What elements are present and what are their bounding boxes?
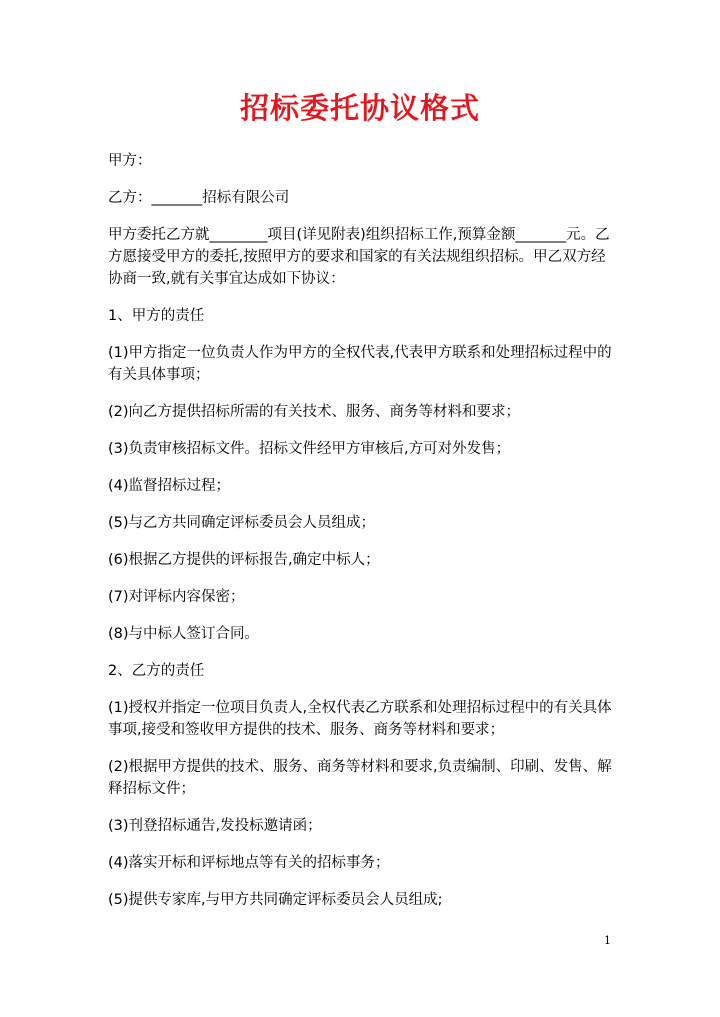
- clause-a-5: (5)与乙方共同确定评标委员会人员组成；: [108, 515, 376, 531]
- document-body: [108, 150, 613, 926]
- clause-a-2: (2)向乙方提供招标所需的有关技术、服务、商务等材料和要求；: [108, 404, 521, 420]
- clause-a-6: (6)根据乙方提供的评标报告,确定中标人；: [108, 552, 380, 568]
- clause-a-7: (7)对评标内容保密；: [108, 589, 245, 605]
- clause-b-2: (2)根据甲方提供的技术、服务、商务等材料和要求,负责编制、印刷、发售、解释招标文件；: [108, 759, 612, 797]
- intro-paragraph: 甲方委托乙方就________项目(详见附表)组织招标工作,预算金额_______元。乙方愿接受甲方的委托,按照甲方的要求和国家的有关法规组织招标。甲乙双方经协商一致,就有关事宜达成如下协议：: [108, 227, 610, 287]
- clause-b-1: (1)授权并指定一位项目负责人,全权代表乙方联系和处理招标过程中的有关具体事项,接受和签收甲方提供的技术、服务、商务等材料和要求；: [108, 700, 612, 738]
- party-b-line: 乙方：_______招标有限公司: [108, 190, 290, 206]
- clause-a-8: (8)与中标人签订合同。: [108, 626, 260, 642]
- document-title: 招标委托协议格式: [239, 91, 480, 125]
- clause-a-3: (3)负责审核招标文件。招标文件经甲方审核后,方可对外发售；: [108, 441, 511, 457]
- section-heading-party-a: 1、甲方的责任: [108, 308, 205, 324]
- clause-b-5: (5)提供专家库,与甲方共同确定评标委员会人员组成;: [108, 892, 443, 908]
- section-heading-party-b: 2、乙方的责任: [108, 663, 205, 679]
- clause-b-3: (3)刊登招标通告,发投标邀请函；: [108, 818, 322, 834]
- page-number: 1: [604, 934, 611, 947]
- clause-a-4: (4)监督招标过程；: [108, 478, 231, 494]
- clause-a-1: (1)甲方指定一位负责人作为甲方的全权代表,代表甲方联系和处理招标过程中的有关具体事项；: [108, 345, 612, 383]
- clause-b-4: (4)落实开标和评标地点等有关的招标事务；: [108, 855, 390, 871]
- party-a-line: 甲方：: [108, 153, 152, 169]
